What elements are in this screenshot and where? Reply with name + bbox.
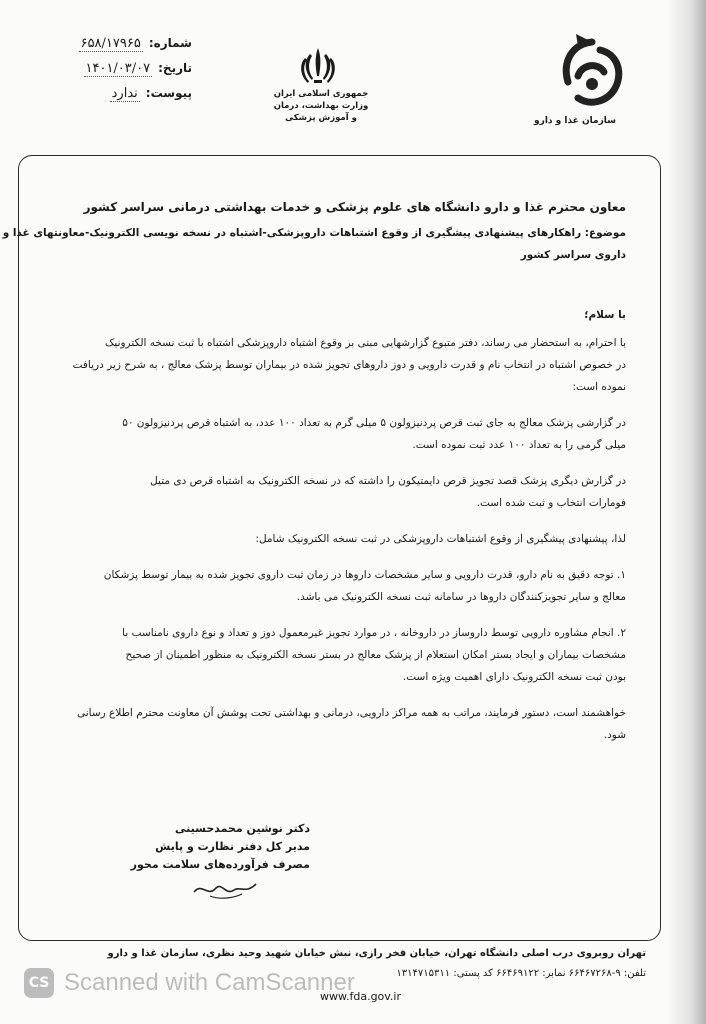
paragraph-line: خواهشمند است، دستور فرمایند، مراتب به همه مراکز دارویی، درمانی و بهداشتی تحت پوشش آن معاونت محترم اطلاع رسانی	[76, 707, 626, 719]
paragraph-1	[50, 332, 626, 398]
number-row	[62, 36, 192, 61]
greeting: با سلام؛	[584, 309, 626, 321]
paragraph-3	[50, 470, 626, 514]
paragraph-line: با احترام، به استحضار می رساند، دفتر متبوع گزارشهایی مبنی بر وقوع اشتباه داروپزشکی اشتباه با ثبت نسخه الکترونیک	[105, 337, 626, 349]
paragraph-7	[50, 702, 626, 746]
camscanner-watermark	[24, 968, 355, 998]
paragraph-6	[50, 622, 626, 688]
paragraph-line: ۱. توجه دقیق به نام دارو، قدرت دارویی و سایر مشخصات داروها در زمان ثبت داروی تجویز شده به بیمار توسط پزشکان	[103, 569, 626, 581]
paragraph-4	[50, 528, 626, 550]
paragraph-line: مشخصات بیماران و ایجاد بستر امکان استعلام از پزشک معالج در بستر نسخه الکترونیک به منظور اطمینان از صحیح	[125, 649, 626, 661]
subject-line-2: داروی سراسر کشور	[520, 249, 626, 261]
scan-shadow	[666, 0, 706, 1024]
subject-line-1: موضوع: راهکارهای پیشنهادی پیشگیری از وقوع اشتباهات داروپزشکی-اشتباه در نسخه نویسی الکترونیک-معاونتهای غذا و	[2, 227, 626, 239]
fda-logo-icon	[548, 30, 638, 120]
attachment-row	[62, 86, 192, 111]
number-value: ۶۵۸/۱۷۹۶۵	[80, 36, 141, 51]
paragraph-line: نموده است:	[572, 381, 626, 393]
signature-block	[130, 820, 310, 902]
paragraph-line: در گزارشی پزشک معالج به جای ثبت قرص پردنیزولون ۵ میلی گرم به تعداد ۱۰۰ عدد، به اشتباه قرص پردنیزولون ۵۰	[122, 417, 626, 429]
footer-phones: تلفن: ۹-۶۶۴۶۷۲۶۸ نمابر: ۶۶۴۶۹۱۲۲ کد پستی: ۱۳۱۴۷۱۵۳۱۱	[396, 968, 646, 979]
ministry-heading	[262, 88, 380, 124]
paragraph-line: در گزارش دیگری پزشک قصد تجویز قرص دایمتیکون را داشته که در نسخه الکترونیک به اشتباه قرص دی متیل	[150, 475, 626, 487]
number-label: شماره:	[148, 36, 192, 50]
date-label: تاریخ:	[158, 61, 192, 75]
signer-title-2: مصرف فرآورده‌های سلامت محور	[130, 858, 310, 871]
paragraph-line: میلی گرمی را به تعداد ۱۰۰ عدد ثبت نموده است.	[412, 439, 626, 451]
attachment-label: پیوست:	[145, 86, 192, 100]
signer-title-1: مدیر کل دفتر نظارت و پایش	[155, 840, 310, 853]
ministry-line-1: جمهوری اسلامی ایران	[273, 89, 369, 99]
paragraph-line: فومارات انتخاب و ثبت شده است.	[476, 497, 626, 509]
ministry-line-3: و آموزش پزشکی	[285, 113, 357, 123]
date-value: ۱۴۰۱/۰۳/۰۷	[85, 61, 151, 76]
paragraph-line: بودن ثبت نسخه الکترونیک دارای اهمیت ویژه است.	[402, 671, 626, 683]
iran-emblem-icon	[296, 46, 340, 86]
footer-website: www.fda.gov.ir	[320, 990, 402, 1003]
handwritten-signature-icon	[190, 878, 260, 902]
camscanner-text: Scanned with CamScanner	[64, 969, 355, 996]
paragraph-line: شود.	[603, 729, 626, 741]
signer-name: دکتر نوشین محمدحسینی	[175, 822, 310, 835]
org-name: سازمان غذا و دارو	[534, 116, 616, 126]
paragraph-line: لذا، پیشنهادی پیشگیری از وقوع اشتباهات داروپزشکی در ثبت نسخه الکترونیک شامل:	[255, 533, 626, 545]
ministry-line-2: وزارت بهداشت، درمان	[273, 101, 369, 111]
footer-address: تهران روبروی درب اصلی دانشگاه تهران، خیابان فخر رازی، نبش خیابان شهید وحید نظری، سازمان غذا و دارو	[107, 948, 646, 959]
recipient-line: معاون محترم غذا و دارو دانشگاه های علوم پزشکی و خدمات بهداشتی درمانی سراسر کشور	[83, 200, 626, 214]
date-row	[62, 61, 192, 86]
letter-meta	[62, 36, 192, 111]
paragraph-line: ۲. انجام مشاوره دارویی توسط داروساز در داروخانه ، در موارد تجویز غیرمعمول دوز و تعداد و نوع داروی نامناسب با	[122, 627, 626, 639]
paragraph-2	[50, 412, 626, 456]
paragraph-line: معالج و سایر تجویزکنندگان داروها در سامانه ثبت نسخه الکترونیک می باشد.	[296, 591, 626, 603]
camscanner-badge-icon: CS	[24, 968, 54, 998]
paragraph-line: در خصوص اشتباه در انتخاب نام و قدرت دارویی و دوز داروهای تجویز شده در بیماران توسط پزشک معالج ، به شرح زیر دریافت	[72, 359, 626, 371]
attachment-value: ندارد	[111, 86, 138, 101]
paragraph-5	[50, 564, 626, 608]
letter-body	[2, 200, 626, 746]
